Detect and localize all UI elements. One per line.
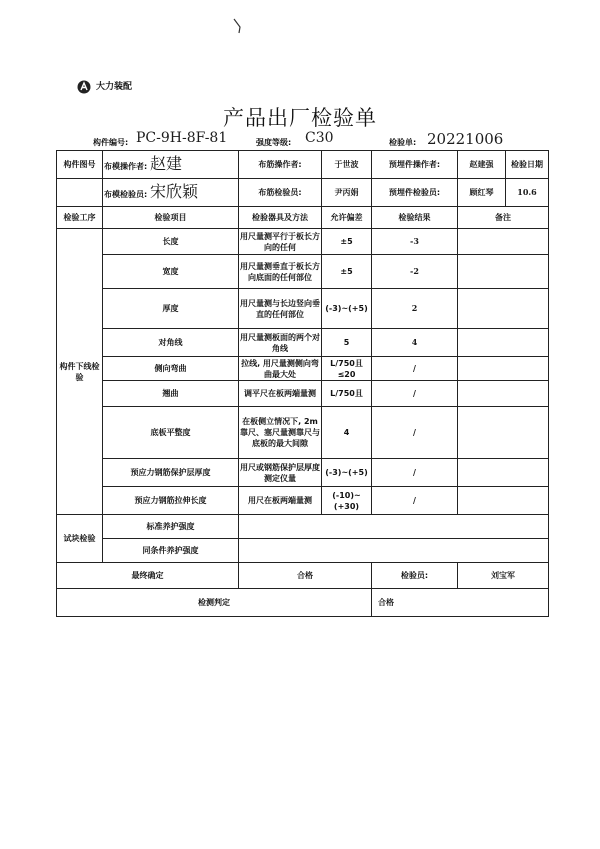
header-remark: 备注 <box>458 207 549 229</box>
process-group: 构件下线检验 <box>57 229 103 515</box>
rebar-inspector-label: 布筋检验员: <box>239 179 322 207</box>
item-result: / <box>372 407 458 459</box>
pen-mark <box>233 18 245 34</box>
company-logo-icon <box>77 80 91 94</box>
item-tolerance: L/750且 <box>322 381 372 407</box>
same-condition-label: 同条件养护强度 <box>103 539 239 563</box>
item-remark <box>458 229 549 255</box>
item-remark <box>458 255 549 289</box>
item-tolerance: ±5 <box>322 255 372 289</box>
item-tool: 在板侧立情况下, 2m靠尺、塞尺量测靠尺与底板的最大间隙 <box>239 407 322 459</box>
item-result: / <box>372 459 458 487</box>
item-result: / <box>372 357 458 381</box>
rebar-operator-value: 于世波 <box>322 151 372 179</box>
mold-operator-label: 布模操作者: <box>104 161 148 171</box>
item-tool: 用尺量测与长边竖向垂直的任何部位 <box>239 289 322 329</box>
mold-operator-value: 赵建 <box>150 153 183 173</box>
standard-curing-label: 标准养护强度 <box>103 515 239 539</box>
item-name: 长度 <box>103 229 239 255</box>
item-tolerance: 4 <box>322 407 372 459</box>
item-tool: 调平尺在板两端量测 <box>239 381 322 407</box>
item-result: 4 <box>372 329 458 357</box>
header-tool: 检验器具及方法 <box>239 207 322 229</box>
final-label: 最终确定 <box>57 563 239 589</box>
final-value: 合格 <box>239 563 372 589</box>
item-tool: 拉线, 用尺量测侧向弯曲最大处 <box>239 357 322 381</box>
component-no-label: 构件编号: <box>93 138 129 147</box>
judgement-value: 合格 <box>372 589 549 617</box>
company-name: 大力装配 <box>96 82 133 92</box>
header-item: 检验项目 <box>103 207 239 229</box>
item-tolerance: ±5 <box>322 229 372 255</box>
item-remark <box>458 487 549 515</box>
date-label: 检验日期 <box>506 151 549 179</box>
item-tool: 用尺量测垂直于板长方向底面的任何部位 <box>239 255 322 289</box>
drawing-label: 构件图号 <box>57 151 103 179</box>
item-tool: 用尺或钢筋保护层厚度测定仪量 <box>239 459 322 487</box>
inspection-no-label: 检验单: <box>389 138 417 147</box>
item-tolerance: (-3)~(+5) <box>322 459 372 487</box>
rebar-inspector-value: 尹丙娟 <box>322 179 372 207</box>
embed-operator-value: 赵建强 <box>458 151 506 179</box>
judgement-label: 检测判定 <box>57 589 372 617</box>
item-name: 底板平整度 <box>103 407 239 459</box>
header-result: 检验结果 <box>372 207 458 229</box>
component-no-value: PC-9H-8F-81 <box>136 130 228 146</box>
item-tool: 用尺量测板面的两个对角线 <box>239 329 322 357</box>
inspection-no-value: 20221006 <box>427 130 504 148</box>
embed-operator-label: 预埋件操作者: <box>372 151 458 179</box>
item-tolerance: 5 <box>322 329 372 357</box>
header-tolerance: 允许偏差 <box>322 207 372 229</box>
page-title: 产品出厂检验单 <box>223 106 377 130</box>
item-name: 厚度 <box>103 289 239 329</box>
item-name: 翘曲 <box>103 381 239 407</box>
item-remark <box>458 381 549 407</box>
item-remark <box>458 357 549 381</box>
item-name: 对角线 <box>103 329 239 357</box>
item-tolerance: (-3)~(+5) <box>322 289 372 329</box>
item-result: -3 <box>372 229 458 255</box>
item-name: 侧向弯曲 <box>103 357 239 381</box>
item-tool: 用尺在板两端量测 <box>239 487 322 515</box>
item-remark <box>458 289 549 329</box>
item-name: 预应力钢筋拉伸长度 <box>103 487 239 515</box>
embed-inspector-value: 顾红琴 <box>458 179 506 207</box>
date-value: 10.6 <box>506 179 549 207</box>
embed-inspector-label: 预埋件检验员: <box>372 179 458 207</box>
item-result: -2 <box>372 255 458 289</box>
item-remark <box>458 329 549 357</box>
strength-value: C30 <box>305 130 334 146</box>
inspection-table <box>56 150 549 617</box>
item-result: 2 <box>372 289 458 329</box>
rebar-operator-label: 布筋操作者: <box>239 151 322 179</box>
item-tool: 用尺量测平行于板长方向的任何 <box>239 229 322 255</box>
item-name: 宽度 <box>103 255 239 289</box>
mold-inspector-value: 宋欣颖 <box>150 181 199 201</box>
item-result: / <box>372 487 458 515</box>
item-tolerance: L/750且≤20 <box>322 357 372 381</box>
item-tolerance: (-10)~(+30) <box>322 487 372 515</box>
item-remark <box>458 459 549 487</box>
item-result: / <box>372 381 458 407</box>
item-name: 预应力钢筋保护层厚度 <box>103 459 239 487</box>
item-remark <box>458 407 549 459</box>
mold-inspector-label: 布模检验员: <box>104 189 148 199</box>
inspector-label: 检验员: <box>372 563 458 589</box>
header-process: 检验工序 <box>57 207 103 229</box>
inspector-value: 刘宝军 <box>458 563 549 589</box>
strength-label: 强度等级: <box>256 138 292 147</box>
test-block-label: 试块检验 <box>57 515 103 563</box>
